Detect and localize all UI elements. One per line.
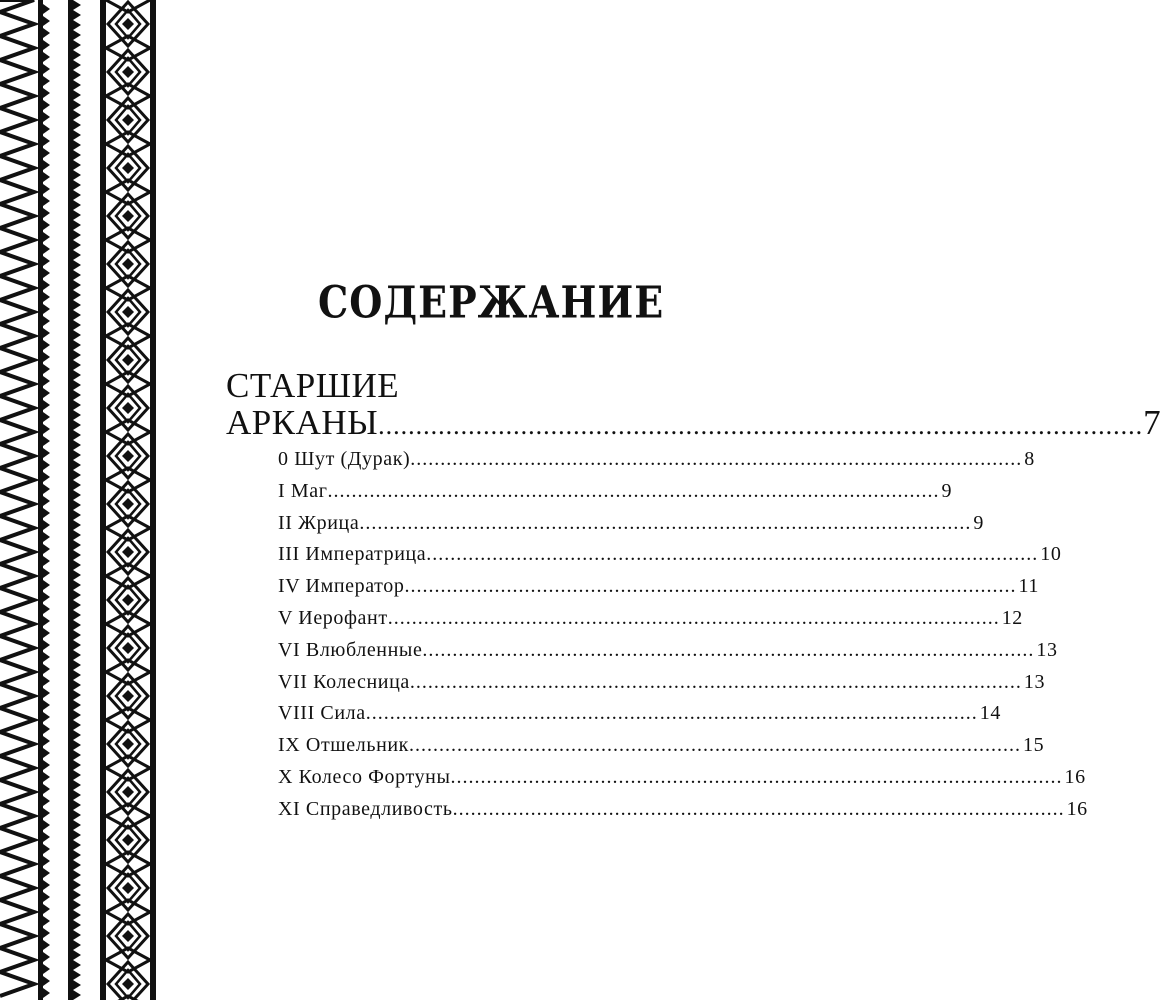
band-mid-rule bbox=[68, 0, 73, 1000]
sawtooth-tooth bbox=[73, 60, 81, 70]
sawtooth-tooth bbox=[73, 190, 81, 200]
diamond-center bbox=[122, 354, 134, 366]
sawtooth-tooth bbox=[43, 352, 50, 362]
toc-item-strength bbox=[278, 702, 1001, 734]
leader-dots: ...................................................................................................... bbox=[404, 575, 1017, 598]
sawtooth-tooth bbox=[73, 930, 81, 940]
toc-item-label: V Иерофант bbox=[278, 606, 388, 629]
sawtooth-tooth bbox=[73, 410, 81, 420]
sawtooth-tooth bbox=[73, 220, 81, 230]
sawtooth-tooth bbox=[73, 150, 81, 160]
toc-item-emperor bbox=[278, 575, 1039, 607]
sawtooth-tooth bbox=[73, 370, 81, 380]
sawtooth-tooth bbox=[43, 64, 50, 74]
toc-item-label: VII Колесница bbox=[278, 670, 410, 693]
sawtooth-tooth bbox=[43, 280, 50, 290]
sawtooth-tooth bbox=[43, 4, 50, 14]
sawtooth-tooth bbox=[43, 532, 50, 542]
sawtooth-tooth bbox=[43, 724, 50, 734]
sawtooth-tooth bbox=[43, 712, 50, 722]
sawtooth-tooth bbox=[43, 52, 50, 62]
sawtooth-tooth bbox=[73, 550, 81, 560]
leader-dots: ...................................................................................................... bbox=[409, 670, 1022, 693]
sawtooth-tooth bbox=[43, 844, 50, 854]
sawtooth-tooth bbox=[73, 390, 81, 400]
sawtooth-tooth bbox=[73, 290, 81, 300]
sawtooth-tooth bbox=[73, 520, 81, 530]
sawtooth-tooth bbox=[43, 568, 50, 578]
leader-dots: ...................................................................................................... bbox=[450, 765, 1063, 788]
sawtooth-tooth bbox=[43, 268, 50, 278]
sawtooth-tooth bbox=[43, 544, 50, 554]
diamond-center bbox=[122, 882, 134, 894]
section-title-line2-row bbox=[226, 403, 1161, 445]
sawtooth-tooth bbox=[43, 952, 50, 962]
toc-item-label: II Жрица bbox=[278, 511, 360, 534]
sawtooth-tooth bbox=[43, 916, 50, 926]
sawtooth-tooth bbox=[73, 50, 81, 60]
sawtooth-tooth bbox=[73, 600, 81, 610]
diamond-center bbox=[122, 738, 134, 750]
diamond-center bbox=[122, 930, 134, 942]
section-title-line1: СТАРШИЕ bbox=[226, 366, 400, 405]
sawtooth-tooth bbox=[43, 700, 50, 710]
toc-item-page: 15 bbox=[1023, 734, 1045, 757]
sawtooth-tooth bbox=[43, 484, 50, 494]
sawtooth-tooth bbox=[73, 770, 81, 780]
sawtooth-tooth bbox=[43, 868, 50, 878]
sawtooth-tooth bbox=[73, 580, 81, 590]
sawtooth-tooth bbox=[73, 890, 81, 900]
band-right-rule-left bbox=[100, 0, 106, 1000]
sawtooth-tooth bbox=[73, 10, 81, 20]
sawtooth-tooth bbox=[73, 230, 81, 240]
sawtooth-tooth bbox=[73, 640, 81, 650]
sawtooth-tooth bbox=[73, 710, 81, 720]
sawtooth-tooth bbox=[73, 950, 81, 960]
sawtooth-tooth bbox=[73, 620, 81, 630]
sawtooth-tooth bbox=[73, 140, 81, 150]
sawtooth-tooth bbox=[43, 940, 50, 950]
sawtooth-tooth bbox=[73, 990, 81, 1000]
sawtooth-tooth bbox=[73, 80, 81, 90]
page-title: СОДЕРЖАНИЕ bbox=[318, 276, 665, 328]
toc-item-label: XI Справедливость bbox=[278, 797, 453, 820]
sawtooth-tooth bbox=[73, 540, 81, 550]
diamond-center bbox=[122, 66, 134, 78]
sawtooth-tooth bbox=[73, 260, 81, 270]
sawtooth-tooth bbox=[43, 976, 50, 986]
sawtooth-tooth bbox=[43, 640, 50, 650]
sawtooth-tooth bbox=[43, 436, 50, 446]
sawtooth-tooth bbox=[43, 472, 50, 482]
sawtooth-tooth bbox=[73, 460, 81, 470]
leader-dots: ...................................................................................................... bbox=[359, 511, 972, 534]
sawtooth-tooth bbox=[43, 208, 50, 218]
sawtooth-tooth bbox=[73, 350, 81, 360]
sawtooth-tooth bbox=[43, 184, 50, 194]
diamond-center bbox=[122, 642, 134, 654]
leader-dots: ...................................................................................................... bbox=[327, 479, 940, 502]
sawtooth-tooth bbox=[73, 200, 81, 210]
sawtooth-tooth bbox=[73, 570, 81, 580]
sawtooth-tooth bbox=[43, 40, 50, 50]
sawtooth-tooth bbox=[73, 820, 81, 830]
toc-item-empress bbox=[278, 543, 1062, 575]
sawtooth-tooth bbox=[73, 850, 81, 860]
sawtooth-tooth bbox=[73, 160, 81, 170]
sawtooth-tooth bbox=[43, 784, 50, 794]
sawtooth-tooth bbox=[73, 830, 81, 840]
sawtooth-tooth bbox=[43, 424, 50, 434]
sawtooth-tooth bbox=[43, 292, 50, 302]
toc-item-label: VI Влюбленные bbox=[278, 638, 423, 661]
sawtooth-tooth bbox=[43, 652, 50, 662]
toc-item-page: 8 bbox=[1024, 448, 1035, 470]
sawtooth-tooth bbox=[43, 808, 50, 818]
leader-dots: ...................................................................................................... bbox=[409, 734, 1021, 757]
sawtooth-tooth bbox=[43, 928, 50, 938]
sawtooth-tooth bbox=[43, 508, 50, 518]
sawtooth-tooth bbox=[73, 490, 81, 500]
toc-item-label: VIII Сила bbox=[278, 702, 366, 725]
sawtooth-tooth bbox=[73, 470, 81, 480]
sawtooth-tooth bbox=[73, 170, 81, 180]
diamond-center bbox=[122, 546, 134, 558]
sawtooth-tooth bbox=[43, 496, 50, 506]
sawtooth-tooth bbox=[73, 760, 81, 770]
sawtooth-tooth bbox=[43, 748, 50, 758]
sawtooth-tooth bbox=[43, 172, 50, 182]
band-left-rule bbox=[38, 0, 43, 1000]
sawtooth-tooth bbox=[73, 860, 81, 870]
sawtooth-tooth bbox=[73, 420, 81, 430]
sawtooth-tooth bbox=[43, 832, 50, 842]
sawtooth-tooth bbox=[73, 740, 81, 750]
sawtooth-tooth bbox=[43, 316, 50, 326]
diamond-center bbox=[122, 306, 134, 318]
diamond-center bbox=[122, 978, 134, 990]
sawtooth-tooth bbox=[73, 690, 81, 700]
sawtooth-tooth bbox=[43, 400, 50, 410]
leader-dots: ...................................................................................................... bbox=[387, 606, 1000, 629]
sawtooth-tooth bbox=[73, 980, 81, 990]
diamond-center bbox=[122, 786, 134, 798]
sawtooth-tooth bbox=[43, 676, 50, 686]
leader-dots: ...................................................................................................... bbox=[365, 702, 978, 725]
sawtooth-tooth bbox=[43, 520, 50, 530]
sawtooth-tooth bbox=[43, 388, 50, 398]
sawtooth-tooth bbox=[73, 730, 81, 740]
sawtooth-tooth bbox=[73, 70, 81, 80]
toc-item-magician bbox=[278, 479, 953, 512]
sawtooth-tooth bbox=[43, 892, 50, 902]
toc-item-chariot bbox=[278, 670, 1046, 703]
sawtooth-tooth bbox=[43, 76, 50, 86]
sawtooth-tooth bbox=[73, 960, 81, 970]
sawtooth-tooth bbox=[73, 430, 81, 440]
sawtooth-tooth bbox=[43, 556, 50, 566]
sawtooth-tooth bbox=[73, 400, 81, 410]
toc-item-page: 11 bbox=[1018, 575, 1039, 598]
sawtooth-tooth bbox=[43, 412, 50, 422]
sawtooth-tooth bbox=[73, 480, 81, 490]
sawtooth-tooth bbox=[43, 340, 50, 350]
sawtooth-tooth bbox=[73, 660, 81, 670]
sawtooth-tooth bbox=[73, 440, 81, 450]
sawtooth-tooth bbox=[43, 856, 50, 866]
sawtooth-tooth bbox=[43, 364, 50, 374]
sawtooth-tooth bbox=[73, 360, 81, 370]
sawtooth-tooth bbox=[73, 530, 81, 540]
toc-item-label: 0 Шут (Дурак) bbox=[278, 448, 411, 470]
diamond-center bbox=[122, 402, 134, 414]
diamond-center bbox=[122, 18, 134, 30]
sawtooth-tooth bbox=[73, 30, 81, 40]
sawtooth-tooth bbox=[43, 664, 50, 674]
sawtooth-tooth bbox=[73, 90, 81, 100]
sawtooth-tooth bbox=[43, 244, 50, 254]
sawtooth-tooth bbox=[73, 380, 81, 390]
sawtooth-tooth bbox=[43, 16, 50, 26]
sawtooth-tooth bbox=[73, 40, 81, 50]
toc-item-hierophant bbox=[278, 606, 1023, 639]
sawtooth-tooth bbox=[43, 760, 50, 770]
toc-item-label: IX Отшельник bbox=[278, 734, 409, 757]
toc-item-label: X Колесо Фортуны bbox=[278, 765, 451, 788]
sawtooth-tooth bbox=[73, 450, 81, 460]
sawtooth-tooth bbox=[73, 670, 81, 680]
toc-item-label: IV Император bbox=[278, 575, 405, 598]
sawtooth-tooth bbox=[73, 180, 81, 190]
diamond-center bbox=[122, 210, 134, 222]
sawtooth-tooth bbox=[73, 340, 81, 350]
sawtooth-tooth bbox=[73, 650, 81, 660]
sawtooth-tooth bbox=[43, 328, 50, 338]
folk-pattern-border-icon bbox=[0, 0, 170, 1000]
leader-dots: ...................................................................................................... bbox=[452, 797, 1065, 820]
sawtooth-tooth bbox=[43, 820, 50, 830]
sawtooth-tooth bbox=[73, 900, 81, 910]
sawtooth-tooth bbox=[73, 280, 81, 290]
toc-item-page: 13 bbox=[1036, 638, 1058, 661]
leader-dots: ...................................................................................................... bbox=[426, 543, 1039, 566]
sawtooth-tooth bbox=[43, 880, 50, 890]
sawtooth-tooth bbox=[73, 910, 81, 920]
sawtooth-tooth bbox=[73, 240, 81, 250]
sawtooth-tooth bbox=[73, 510, 81, 520]
diamond-center bbox=[122, 690, 134, 702]
toc-item-hermit bbox=[278, 734, 1045, 766]
band-right-rule-right bbox=[150, 0, 156, 1000]
sawtooth-tooth bbox=[73, 720, 81, 730]
sawtooth-tooth bbox=[73, 840, 81, 850]
sawtooth-tooth bbox=[73, 330, 81, 340]
diamond-center bbox=[122, 258, 134, 270]
sawtooth-tooth bbox=[73, 0, 81, 10]
sawtooth-tooth bbox=[43, 988, 50, 998]
sawtooth-tooth bbox=[43, 448, 50, 458]
sawtooth-tooth bbox=[73, 750, 81, 760]
sawtooth-tooth bbox=[43, 232, 50, 242]
section-page-number: 7 bbox=[1143, 403, 1161, 442]
toc-item-page: 14 bbox=[979, 702, 1001, 725]
toc-item-justice bbox=[278, 797, 1088, 830]
sawtooth-tooth bbox=[43, 592, 50, 602]
sawtooth-tooth bbox=[73, 880, 81, 890]
leader-dots: ...................................................................................................... bbox=[410, 448, 1023, 470]
diamond-center bbox=[122, 162, 134, 174]
sawtooth-tooth bbox=[73, 110, 81, 120]
sawtooth-tooth bbox=[73, 590, 81, 600]
sawtooth-tooth bbox=[43, 772, 50, 782]
sawtooth-tooth bbox=[43, 256, 50, 266]
toc-item-wheel-of-fortune bbox=[278, 765, 1086, 798]
sawtooth-tooth bbox=[43, 136, 50, 146]
sawtooth-tooth bbox=[73, 680, 81, 690]
sawtooth-tooth bbox=[43, 616, 50, 626]
sawtooth-tooth bbox=[73, 810, 81, 820]
sawtooth-tooth bbox=[73, 970, 81, 980]
toc-item-page: 9 bbox=[941, 479, 953, 502]
sawtooth-tooth bbox=[73, 790, 81, 800]
sawtooth-tooth bbox=[73, 700, 81, 710]
sawtooth-tooth bbox=[43, 88, 50, 98]
sawtooth-tooth bbox=[43, 112, 50, 122]
sawtooth-tooth bbox=[73, 780, 81, 790]
sawtooth-tooth bbox=[43, 220, 50, 230]
sawtooth-tooth bbox=[73, 210, 81, 220]
toc-item-page: 12 bbox=[1001, 606, 1023, 629]
sawtooth-tooth bbox=[73, 270, 81, 280]
sawtooth-tooth bbox=[73, 630, 81, 640]
sawtooth-tooth bbox=[73, 560, 81, 570]
sawtooth-tooth bbox=[73, 130, 81, 140]
folk-border-ornament bbox=[0, 0, 170, 1000]
section-title-line2: АРКАНЫ bbox=[226, 403, 379, 442]
toc-item-page: 16 bbox=[1064, 765, 1086, 788]
sawtooth-tooth bbox=[43, 604, 50, 614]
toc-item-page: 10 bbox=[1040, 543, 1062, 566]
sawtooth-tooth bbox=[43, 28, 50, 38]
sawtooth-tooth bbox=[73, 250, 81, 260]
sawtooth-tooth bbox=[73, 310, 81, 320]
toc-list bbox=[278, 448, 1088, 830]
sawtooth-tooth bbox=[43, 628, 50, 638]
sawtooth-tooth bbox=[43, 376, 50, 386]
toc-item-label: III Императрица bbox=[278, 543, 427, 566]
sawtooth-tooth bbox=[43, 160, 50, 170]
sawtooth-tooth bbox=[43, 196, 50, 206]
section-heading bbox=[226, 366, 1161, 445]
toc-item-priestess bbox=[278, 511, 984, 544]
toc-item-lovers bbox=[278, 638, 1058, 671]
toc-item-page: 9 bbox=[973, 511, 984, 534]
diamond-center bbox=[122, 450, 134, 462]
sawtooth-tooth bbox=[73, 100, 81, 110]
sawtooth-tooth bbox=[43, 124, 50, 134]
sawtooth-tooth bbox=[73, 940, 81, 950]
diamond-center bbox=[122, 114, 134, 126]
sawtooth-tooth bbox=[73, 300, 81, 310]
sawtooth-tooth bbox=[43, 460, 50, 470]
toc-item-fool bbox=[278, 448, 1035, 480]
diamond-center bbox=[122, 498, 134, 510]
sawtooth-tooth bbox=[73, 320, 81, 330]
leader-dots: ...................................................................................................... bbox=[422, 638, 1035, 661]
toc-item-label: I Маг bbox=[278, 479, 328, 502]
sawtooth-tooth bbox=[43, 304, 50, 314]
toc-item-page: 16 bbox=[1066, 797, 1088, 820]
sawtooth-tooth bbox=[73, 20, 81, 30]
sawtooth-tooth bbox=[73, 800, 81, 810]
sawtooth-tooth bbox=[43, 688, 50, 698]
diamond-center bbox=[122, 594, 134, 606]
diamond-center bbox=[122, 834, 134, 846]
section-leader-dots: ...................................................................................................... bbox=[378, 411, 1144, 440]
sawtooth-tooth bbox=[73, 920, 81, 930]
sawtooth-tooth bbox=[43, 148, 50, 158]
sawtooth-tooth bbox=[73, 610, 81, 620]
sawtooth-tooth bbox=[73, 500, 81, 510]
sawtooth-tooth bbox=[73, 120, 81, 130]
sawtooth-tooth bbox=[43, 736, 50, 746]
toc-item-page: 13 bbox=[1023, 670, 1046, 693]
sawtooth-tooth bbox=[43, 100, 50, 110]
sawtooth-tooth bbox=[43, 796, 50, 806]
sawtooth-tooth bbox=[43, 904, 50, 914]
sawtooth-tooth bbox=[73, 870, 81, 880]
sawtooth-tooth bbox=[43, 964, 50, 974]
sawtooth-tooth bbox=[43, 580, 50, 590]
